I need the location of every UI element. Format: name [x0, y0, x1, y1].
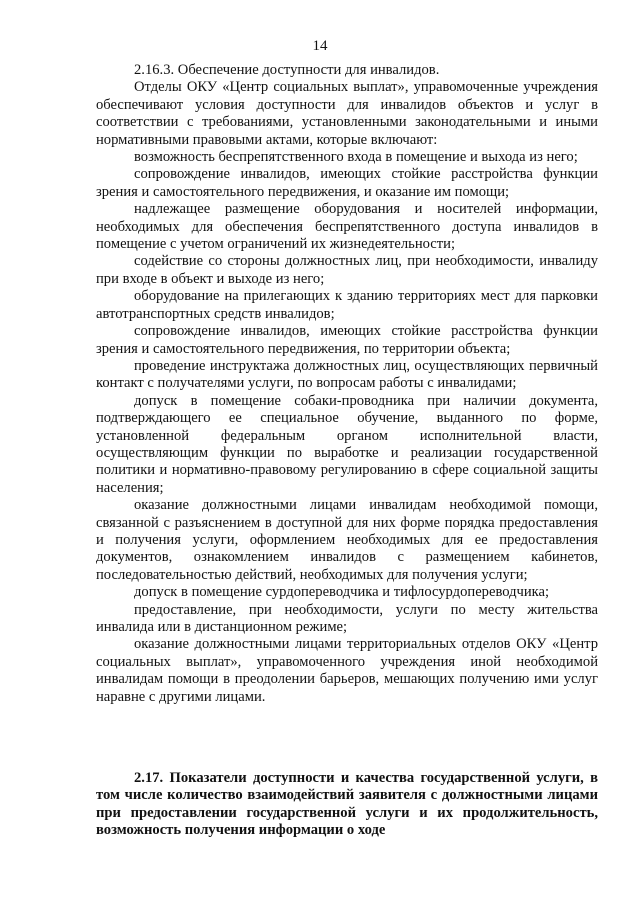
- paragraph: допуск в помещение собаки-проводника при наличии документа, подтверждающего ее специальное обучение, выданного по форме, установленной федеральным органом исполнительной власти, осуществляющим функции по выработке и реализации государственной политики и нормативно-правовому регулированию в сфере социальной защиты населения;: [96, 392, 598, 496]
- paragraph: сопровождение инвалидов, имеющих стойкие расстройства функции зрения и самостоятельного передвижения, по территории объекта;: [96, 323, 598, 357]
- paragraph: оказание должностными лицами территориальных отделов ОКУ «Центр социальных выплат», управомоченного учреждения иной необходимой инвалидам помощи в преодолении барьеров, мешающих получению ими услуг наравне с другими лицами.: [96, 636, 598, 705]
- paragraph: предоставление, при необходимости, услуги по месту жительства инвалида или в дистанционном режиме;: [96, 601, 598, 635]
- paragraph: надлежащее размещение оборудования и носителей информации, необходимых для обеспечения беспрепятственного доступа инвалидов в помещение с учетом ограничений их жизнедеятельности;: [96, 201, 598, 253]
- paragraph: Отделы ОКУ «Центр социальных выплат», управомоченные учреждения обеспечивают условия доступности для инвалидов объектов и услуг в соответствии с требованиями, установленными законодательными и иными нормативными правовыми актами, которые включают:: [96, 79, 598, 148]
- next-heading: 2.17. Показатели доступности и качества государственной услуги, в том числе количество взаимодействий заявителя с должностными лицами при предоставлении государственной услуги и их продолжительность, возможность получения информации о ходе: [96, 770, 598, 839]
- page-number: 14: [312, 38, 328, 54]
- paragraph: проведение инструктажа должностных лиц, осуществляющих первичный контакт с получателями услуги, по вопросам работы с инвалидами;: [96, 357, 598, 392]
- paragraph: допуск в помещение сурдопереводчика и тифлосурдопереводчика;: [134, 584, 550, 601]
- paragraph: сопровождение инвалидов, имеющих стойкие расстройства функции зрения и самостоятельного передвижения, и оказание им помощи;: [96, 166, 598, 200]
- paragraph: возможность беспрепятственного входа в помещение и выхода из него;: [134, 149, 578, 166]
- paragraph: содействие со стороны должностных лиц, при необходимости, инвалиду при входе в объект и выходе из него;: [96, 253, 598, 287]
- document-body: [96, 62, 598, 706]
- paragraph: оборудование на прилегающих к зданию территориях мест для парковки автотранспортных средств инвалидов;: [96, 288, 598, 322]
- section-heading-2-17: [96, 770, 598, 840]
- section-title: 2.16.3. Обеспечение доступности для инвалидов.: [134, 62, 440, 78]
- paragraph: оказание должностными лицами инвалидам необходимой помощи, связанной с разъяснением в доступной для них форме порядка предоставления и получения услуги, оформлением необходимых для ее предоставления документов, ознакомлением инвалидов с размещением кабинетов, последовательностью действий, необходимых для получения услуги;: [96, 497, 598, 583]
